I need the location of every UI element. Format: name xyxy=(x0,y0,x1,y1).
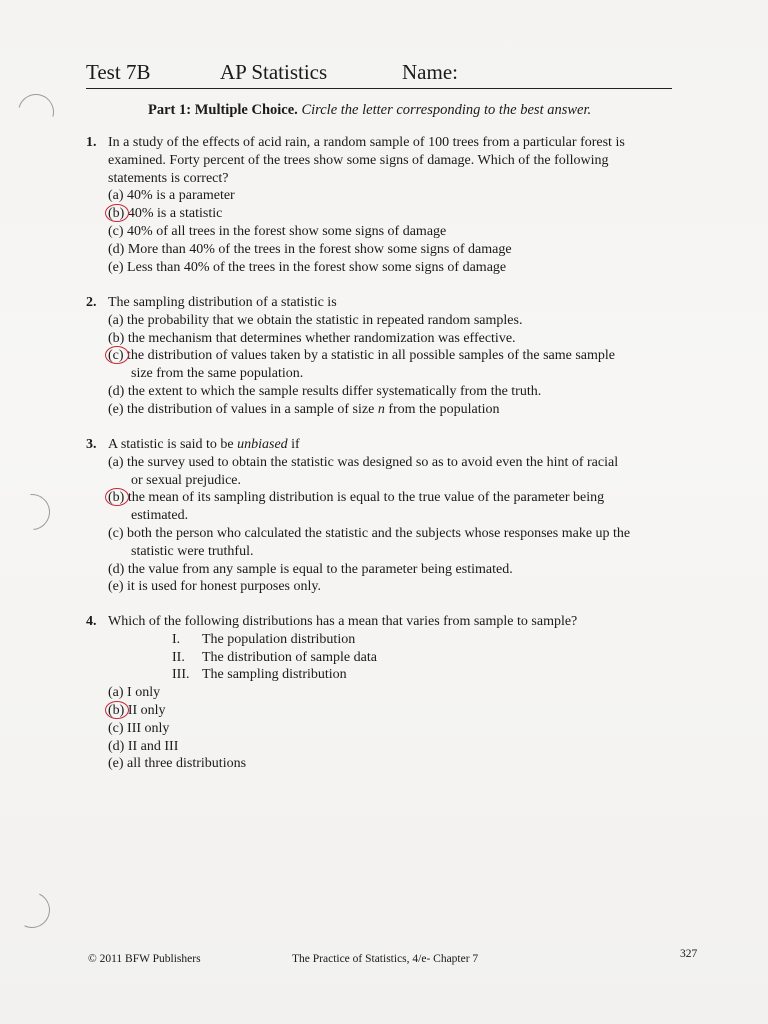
option-letter: (b) xyxy=(108,206,125,222)
answer-circle-mark xyxy=(105,204,129,222)
option-letter: (d) xyxy=(108,738,125,754)
option-letter: (a) xyxy=(108,685,124,701)
option-continuation: size from the same population. xyxy=(131,366,304,382)
question-stem-line: statements is correct? xyxy=(108,170,229,186)
option-letter: (d) xyxy=(108,383,125,399)
option-letter: (e) xyxy=(108,401,124,417)
option-continuation: statistic were truthful. xyxy=(131,543,254,559)
option-letter: (c) xyxy=(108,525,124,541)
stem-italic: unbiased xyxy=(237,437,288,452)
option-letter: (c) xyxy=(108,720,124,736)
option-text: III only xyxy=(127,720,170,736)
option-text: all three distributions xyxy=(127,756,247,772)
option-text: the distribution of values taken by a statistic in all possible samples of the same sample xyxy=(127,348,616,364)
option-letter: (a) xyxy=(108,454,124,470)
punch-hole-mark xyxy=(9,887,55,933)
option-text: both the person who calculated the statistic and the subjects whose responses make up the xyxy=(127,525,631,541)
question-1 xyxy=(86,134,686,276)
answer-option-c xyxy=(108,223,686,241)
answer-option-c xyxy=(108,347,686,383)
option-text: I only xyxy=(127,685,161,701)
option-text: the mechanism that determines whether randomization was effective. xyxy=(127,330,516,346)
answer-option-b xyxy=(108,702,686,720)
option-continuation: or sexual prejudice. xyxy=(131,472,242,488)
answer-circle-mark xyxy=(105,346,129,364)
answer-option-c xyxy=(108,720,686,738)
answer-option-d xyxy=(108,383,686,401)
test-header xyxy=(86,58,672,89)
answer-option-d xyxy=(108,241,686,259)
question-number: 4. xyxy=(86,614,97,629)
stem-post: if xyxy=(291,437,300,452)
option-letter: (c) xyxy=(108,348,124,364)
question-stem-line: In a study of the effects of acid rain, a random sample of 100 trees from a particular forest is xyxy=(108,135,625,150)
question-number: 3. xyxy=(86,437,97,452)
option-letter: (b) xyxy=(108,490,125,506)
question-2 xyxy=(86,294,686,419)
answer-option-e xyxy=(108,755,686,773)
option-letter: (e) xyxy=(108,756,124,772)
roman-numeral: I. xyxy=(172,631,181,647)
answer-circle-mark xyxy=(105,488,129,506)
option-letter: (b) xyxy=(108,702,125,718)
page-number: 327 xyxy=(680,948,698,960)
part-heading xyxy=(148,102,591,119)
question-4 xyxy=(86,613,686,773)
answer-option-d xyxy=(108,561,686,579)
part-title: Part 1: Multiple Choice. xyxy=(148,102,298,118)
question-stem-line: The sampling distribution of a statistic is xyxy=(108,295,337,310)
roman-numeral: II. xyxy=(172,649,185,665)
stem-pre: A statistic is said to be xyxy=(108,437,234,452)
answer-option-b xyxy=(108,330,686,348)
copyright-notice: © 2011 BFW Publishers xyxy=(88,953,201,965)
option-text: the probability that we obtain the statistic in repeated random samples. xyxy=(127,312,523,328)
roman-numeral: III. xyxy=(172,667,190,683)
question-stem-line xyxy=(108,436,686,454)
option-text: 40% is a statistic xyxy=(127,206,223,222)
roman-text: The sampling distribution xyxy=(202,667,347,683)
course-title: AP Statistics xyxy=(220,60,328,84)
option-text: II only xyxy=(127,702,166,718)
option-text: the extent to which the sample results differ systematically from the truth. xyxy=(127,383,542,399)
answer-option-b xyxy=(108,489,686,525)
option-text: the mean of its sampling distribution is equal to the true value of the parameter being xyxy=(127,490,605,506)
option-text: the survey used to obtain the statistic was designed so as to avoid even the hint of racial xyxy=(127,454,619,470)
question-number: 1. xyxy=(86,135,97,150)
option-letter: (e) xyxy=(108,259,124,275)
option-letter: (c) xyxy=(108,223,124,239)
answer-option-a xyxy=(108,684,686,702)
option-italic-n: n xyxy=(377,401,385,417)
answer-option-e xyxy=(108,578,686,596)
option-text: 40% is a parameter xyxy=(127,188,235,204)
answer-option-d xyxy=(108,738,686,756)
answer-option-a xyxy=(108,312,686,330)
option-letter: (d) xyxy=(108,561,125,577)
question-stem-line: examined. Forty percent of the trees show some signs of damage. Which of the following xyxy=(108,152,609,168)
answer-option-a xyxy=(108,187,686,205)
answer-option-a xyxy=(108,454,686,490)
question-number: 2. xyxy=(86,295,97,310)
answer-option-c xyxy=(108,525,686,561)
answer-option-b xyxy=(108,205,686,223)
option-text: Less than 40% of the trees in the forest show some signs of damage xyxy=(127,259,507,275)
option-letter: (b) xyxy=(108,330,125,346)
option-text: the value from any sample is equal to the parameter being estimated. xyxy=(127,561,513,577)
option-text: it is used for honest purposes only. xyxy=(127,579,321,595)
option-text: 40% of all trees in the forest show some signs of damage xyxy=(127,223,447,239)
test-title: Test 7B xyxy=(86,60,151,84)
name-label: Name: xyxy=(402,60,458,84)
roman-item xyxy=(172,649,686,667)
option-text: More than 40% of the trees in the forest show some signs of damage xyxy=(127,241,512,257)
book-reference: The Practice of Statistics, 4/e- Chapter 7 xyxy=(292,953,479,965)
roman-text: The distribution of sample data xyxy=(202,649,377,665)
answer-option-e xyxy=(108,401,686,419)
option-continuation: estimated. xyxy=(131,508,189,524)
option-text: II and III xyxy=(127,738,179,754)
answer-circle-mark xyxy=(105,701,129,719)
option-letter: (d) xyxy=(108,241,125,257)
punch-hole-mark xyxy=(7,487,58,538)
question-3 xyxy=(86,436,686,596)
question-stem-line: Which of the following distributions has a mean that varies from sample to sample? xyxy=(108,614,578,629)
answer-option-e xyxy=(108,259,686,277)
roman-item xyxy=(172,631,686,649)
option-text-after: from the population xyxy=(388,401,500,417)
option-letter: (e) xyxy=(108,579,124,595)
punch-hole-mark xyxy=(11,87,60,136)
part-instruction: Circle the letter corresponding to the best answer. xyxy=(301,102,592,118)
option-letter: (a) xyxy=(108,188,124,204)
option-text: the distribution of values in a sample of size xyxy=(127,401,375,417)
roman-item xyxy=(172,666,686,684)
option-letter: (a) xyxy=(108,312,124,328)
roman-text: The population distribution xyxy=(202,631,356,647)
